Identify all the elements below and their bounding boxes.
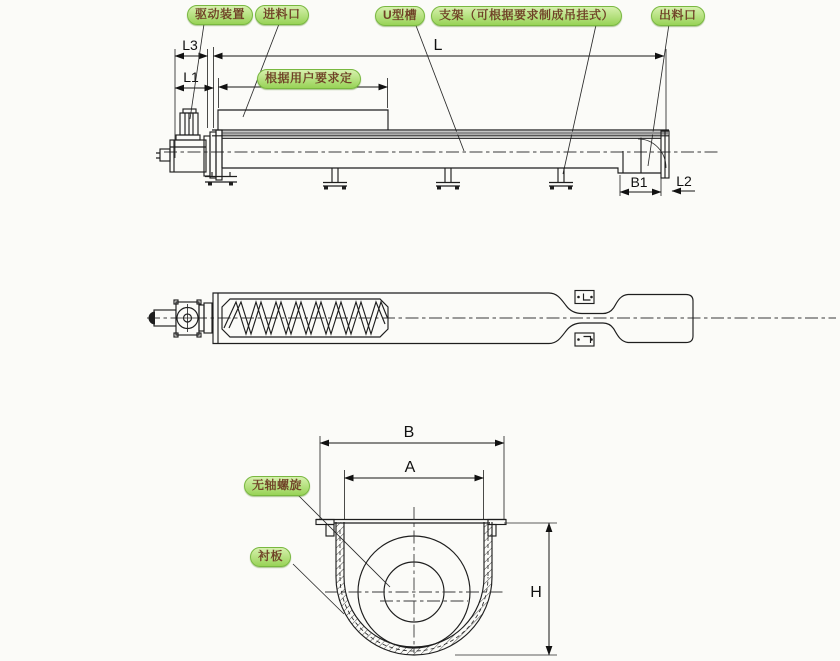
support-leg: [436, 168, 460, 190]
center-lines: [325, 507, 504, 653]
dimension-l: [214, 37, 665, 56]
dimension-b: [320, 424, 504, 443]
feed-inlet-box: [218, 110, 388, 130]
svg-text:B1: B1: [630, 174, 648, 190]
callout-bracket: 支架（可根据要求制成吊挂式）: [431, 6, 622, 26]
cross-section-view: [293, 424, 557, 655]
callout-liner: 衬板: [250, 547, 291, 567]
svg-text:H: H: [530, 584, 542, 601]
section-marker-top: [575, 291, 594, 304]
leader-lines: [190, 23, 669, 174]
svg-text:A: A: [404, 459, 416, 476]
callout-feed-inlet: 进料口: [255, 5, 309, 25]
callout-shaftless-spiral: 无轴螺旋: [244, 476, 310, 496]
u-trough-body: [212, 130, 669, 173]
gearbox-plan: [174, 300, 201, 337]
svg-text:L3: L3: [182, 37, 198, 53]
svg-text:B: B: [403, 424, 415, 441]
dimension-a: [345, 459, 484, 478]
dimension-l3: [175, 37, 208, 56]
svg-text:L2: L2: [676, 173, 692, 189]
rail-shading: [222, 132, 668, 135]
end-flange: [661, 131, 669, 178]
support-leg: [549, 168, 573, 190]
coupling-flange: [204, 130, 222, 180]
side-elevation-view: [156, 23, 719, 196]
callout-user-defined: 根据用户要求定: [257, 69, 361, 89]
callout-drive-unit: 驱动装置: [187, 5, 253, 25]
dimension-b1: [620, 174, 661, 192]
svg-text:L: L: [433, 37, 443, 54]
extension-lines: [175, 47, 666, 196]
outlet-arc: [638, 139, 666, 168]
callout-u-trough: U型槽: [375, 6, 425, 26]
support-leg: [323, 168, 347, 190]
drive-motor: [176, 109, 200, 140]
plan-view: [147, 291, 836, 347]
callout-outlet: 出料口: [651, 6, 705, 26]
dimension-l2: [672, 173, 695, 191]
section-marker-bottom: [575, 333, 594, 346]
gearbox: [156, 140, 206, 172]
svg-text:L1: L1: [183, 69, 199, 85]
